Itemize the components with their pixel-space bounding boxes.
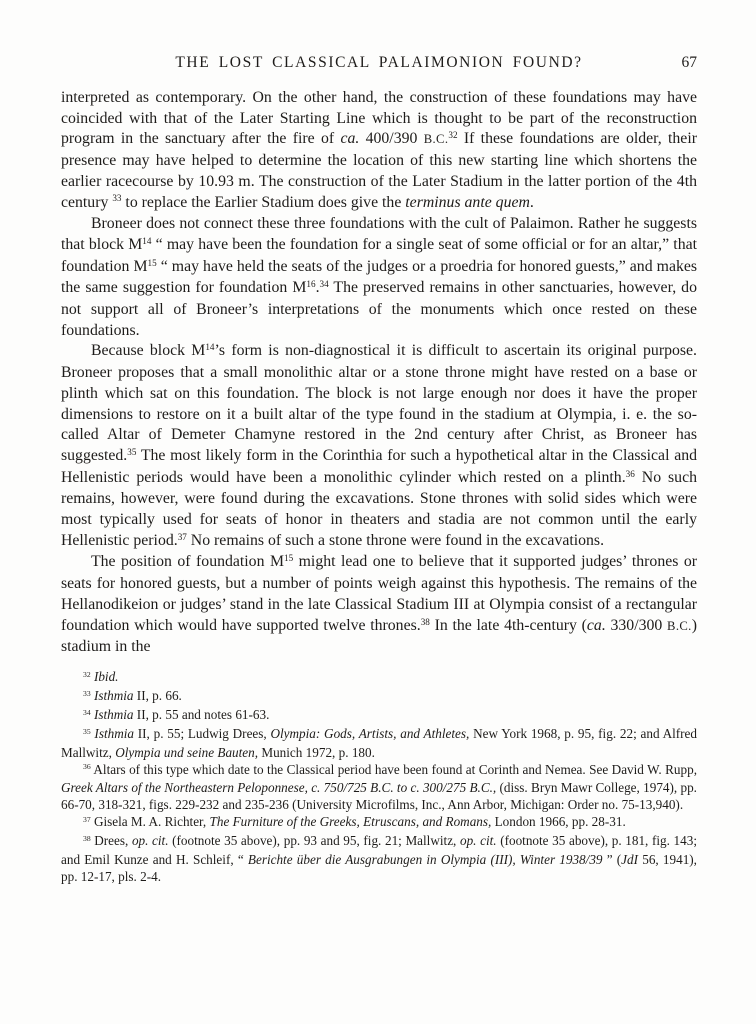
text-run: ca. xyxy=(586,616,606,634)
footnotes-section xyxy=(61,669,697,886)
text-run: II, p. 55; Ludwig Drees, xyxy=(133,725,271,741)
text-run: Munich 1972, p. 180. xyxy=(258,744,375,760)
text-run: ’s form is non-diagnostical it is difficult to ascertain its original purpose. Broneer proposes that a small monolithic altar or a stone throne might have rested on a base or plinth which sat on this foundation. The block is not large enough nor does it have the proper dimensions to restore on it a built altar of the type found in the stadium at Olympia, i. e. the so-called Altar of Demeter Chamyne restored in the 2nd century after Christ, as Broneer has suggested. xyxy=(61,342,697,464)
footnote-marker: 15 xyxy=(284,553,294,564)
text-run: II, p. 55 and notes 61-63. xyxy=(133,706,270,722)
footnote-32 xyxy=(61,669,697,688)
text-run: If these foundations are older, their presence may have helped to determine the location of this new starting line which shortens the earlier racecourse by 10.93 m. The construction of the Later Stadium in the latter portion of the 4th century xyxy=(61,130,697,211)
page-header xyxy=(61,54,697,76)
text-run: JdI xyxy=(621,852,639,868)
text-run: “ may have been the foundation for a single seat of some official or for an altar,” that foundation M xyxy=(61,235,697,275)
text-run: to replace the Earlier Stadium does give the xyxy=(121,193,406,211)
footnote-marker: 32 xyxy=(83,669,91,679)
text-run: B.C. xyxy=(667,618,692,633)
body-paragraph xyxy=(61,88,697,214)
text-run: Broneer does not connect these three foundations with the cult of Palaimon. Rather he suggests that block M xyxy=(61,215,697,253)
footnote-marker: 34 xyxy=(319,279,329,290)
footnote-marker: 33 xyxy=(112,193,122,204)
footnote-marker: 14 xyxy=(142,235,152,246)
text-run: B.C. xyxy=(423,132,449,147)
text-run: Isthmia xyxy=(93,706,134,722)
running-title: THE LOST CLASSICAL PALAIMONION FOUND? xyxy=(175,54,583,71)
footnote-37 xyxy=(61,814,697,833)
footnote-marker: 14 xyxy=(205,342,215,353)
footnote-marker: 36 xyxy=(625,468,635,479)
text-run: In the late 4th-century ( xyxy=(429,616,587,634)
footnote-marker: 16 xyxy=(306,279,316,290)
text-run: Isthmia xyxy=(93,687,134,703)
text-run: 330/300 xyxy=(605,616,668,634)
footnote-36 xyxy=(61,762,697,815)
footnote-34 xyxy=(61,707,697,726)
text-run: ” ( xyxy=(602,852,622,868)
text-run: No remains of such a stone throne were found in the excavations. xyxy=(186,531,605,549)
text-run: (footnote 35 above), pp. 93 and 95, fig. 21; Mallwitz, xyxy=(168,833,460,849)
text-run: The position of foundation M xyxy=(91,553,285,571)
text-run: II, p. 66. xyxy=(133,687,182,703)
footnote-marker: 35 xyxy=(83,726,91,736)
footnote-35 xyxy=(61,726,697,762)
text-run: The preserved remains in other sanctuaries, however, do not support all of Broneer’s interpretations of the monuments which once rested on these foundations. xyxy=(61,279,697,339)
footnote-marker: 35 xyxy=(127,446,137,457)
footnote-marker: 38 xyxy=(420,616,430,627)
body-paragraph xyxy=(61,552,697,658)
text-run: The most likely form in the Corinthia for such a hypothetical altar in the Classical and Hellenistic periods would have been a monolithic cylinder which rested on a plinth. xyxy=(61,446,697,486)
footnote-marker: 34 xyxy=(83,707,91,717)
text-run: might lead one to believe that it supported judges’ thrones or seats for honored guests, but a number of points weigh against this hypothesis. The remains of the Hellanodikeion or judges’ stand in the late Classical Stadium III at Olympia consist of a rectangular foundation which would have supported twelve thrones. xyxy=(61,553,698,634)
text-run: New York 1968, p. 95, fig. 22; and Alfred Mallwitz, xyxy=(61,725,697,760)
text-run: interpreted as contemporary. On the other hand, the construction of these foundations may have coincided with that of the Later Starting Line which is thought to be part of the reconstruction program in the sanctuary after the fire of xyxy=(61,89,697,148)
text-run: Drees, xyxy=(90,833,132,849)
footnote-marker: 38 xyxy=(83,833,91,843)
text-run: No such remains, however, were found during the excavations. Stone thrones with solid sides which were most typically used for seats of honor in theaters and stadia are not common until the early Hellenistic period. xyxy=(61,468,697,549)
body-paragraph xyxy=(61,341,697,552)
footnote-38 xyxy=(61,833,697,886)
article-body xyxy=(61,88,697,658)
footnote-marker: 37 xyxy=(83,815,91,825)
text-run: 56, 1941), pp. 12-17, pls. 2-4. xyxy=(61,852,697,884)
text-run: Because block M xyxy=(91,342,206,360)
text-run: 400/390 xyxy=(359,130,424,148)
text-run: The Furniture of the Greeks, Etruscans, and Romans, xyxy=(209,814,492,830)
text-run: Altars of this type which date to the Classical period have been found at Corinth and Nemea. See David W. Rupp, xyxy=(90,761,697,777)
footnote-33 xyxy=(61,688,697,707)
text-run: London 1966, pp. 28-31. xyxy=(491,814,626,830)
text-run: (footnote 35 above), p. 181, fig. 143; and Emil Kunze and H. Schleif, “ xyxy=(61,833,697,868)
footnote-marker: 36 xyxy=(83,762,91,772)
text-run: (diss. Bryn Mawr College, 1974), pp. 66-70, 318-321, figs. 229-232 and 235-236 (University Microfilms, Inc., Ann Arbor, Michigan: Order no. 75-13,940). xyxy=(61,780,697,813)
text-run: Greek Altars of the Northeastern Peloponnese, c. 750/725 B.C. to c. 300/275 B.C., xyxy=(61,780,497,796)
text-run: ) stadium in the xyxy=(61,616,697,656)
text-run: Isthmia xyxy=(94,725,134,741)
footnote-marker: 33 xyxy=(83,688,91,698)
text-run: op. cit. xyxy=(459,833,497,849)
text-run: Ibid. xyxy=(93,668,119,684)
text-run: . xyxy=(315,279,320,297)
text-run: . xyxy=(529,193,534,211)
text-run: ca. xyxy=(340,130,360,148)
text-run: Berichte über die Ausgrabungen in Olympia (III), Winter 1938/39 xyxy=(247,852,603,868)
footnote-marker: 15 xyxy=(147,257,157,268)
text-run: Olympia und seine Bauten, xyxy=(115,744,259,760)
text-run: Olympia: Gods, Artists, and Athletes, xyxy=(270,725,470,741)
page-number: 67 xyxy=(681,54,697,71)
body-paragraph xyxy=(61,214,697,341)
text-run: “ may have held the seats of the judges or a proedria for honored guests,” and makes the same suggestion for foundation M xyxy=(61,257,698,297)
footnote-marker: 37 xyxy=(177,531,187,542)
text-run: terminus ante quem xyxy=(405,193,530,211)
footnote-marker: 32 xyxy=(448,130,458,141)
text-run: op. cit. xyxy=(131,833,169,849)
text-run: Gisela M. A. Richter, xyxy=(90,814,210,830)
